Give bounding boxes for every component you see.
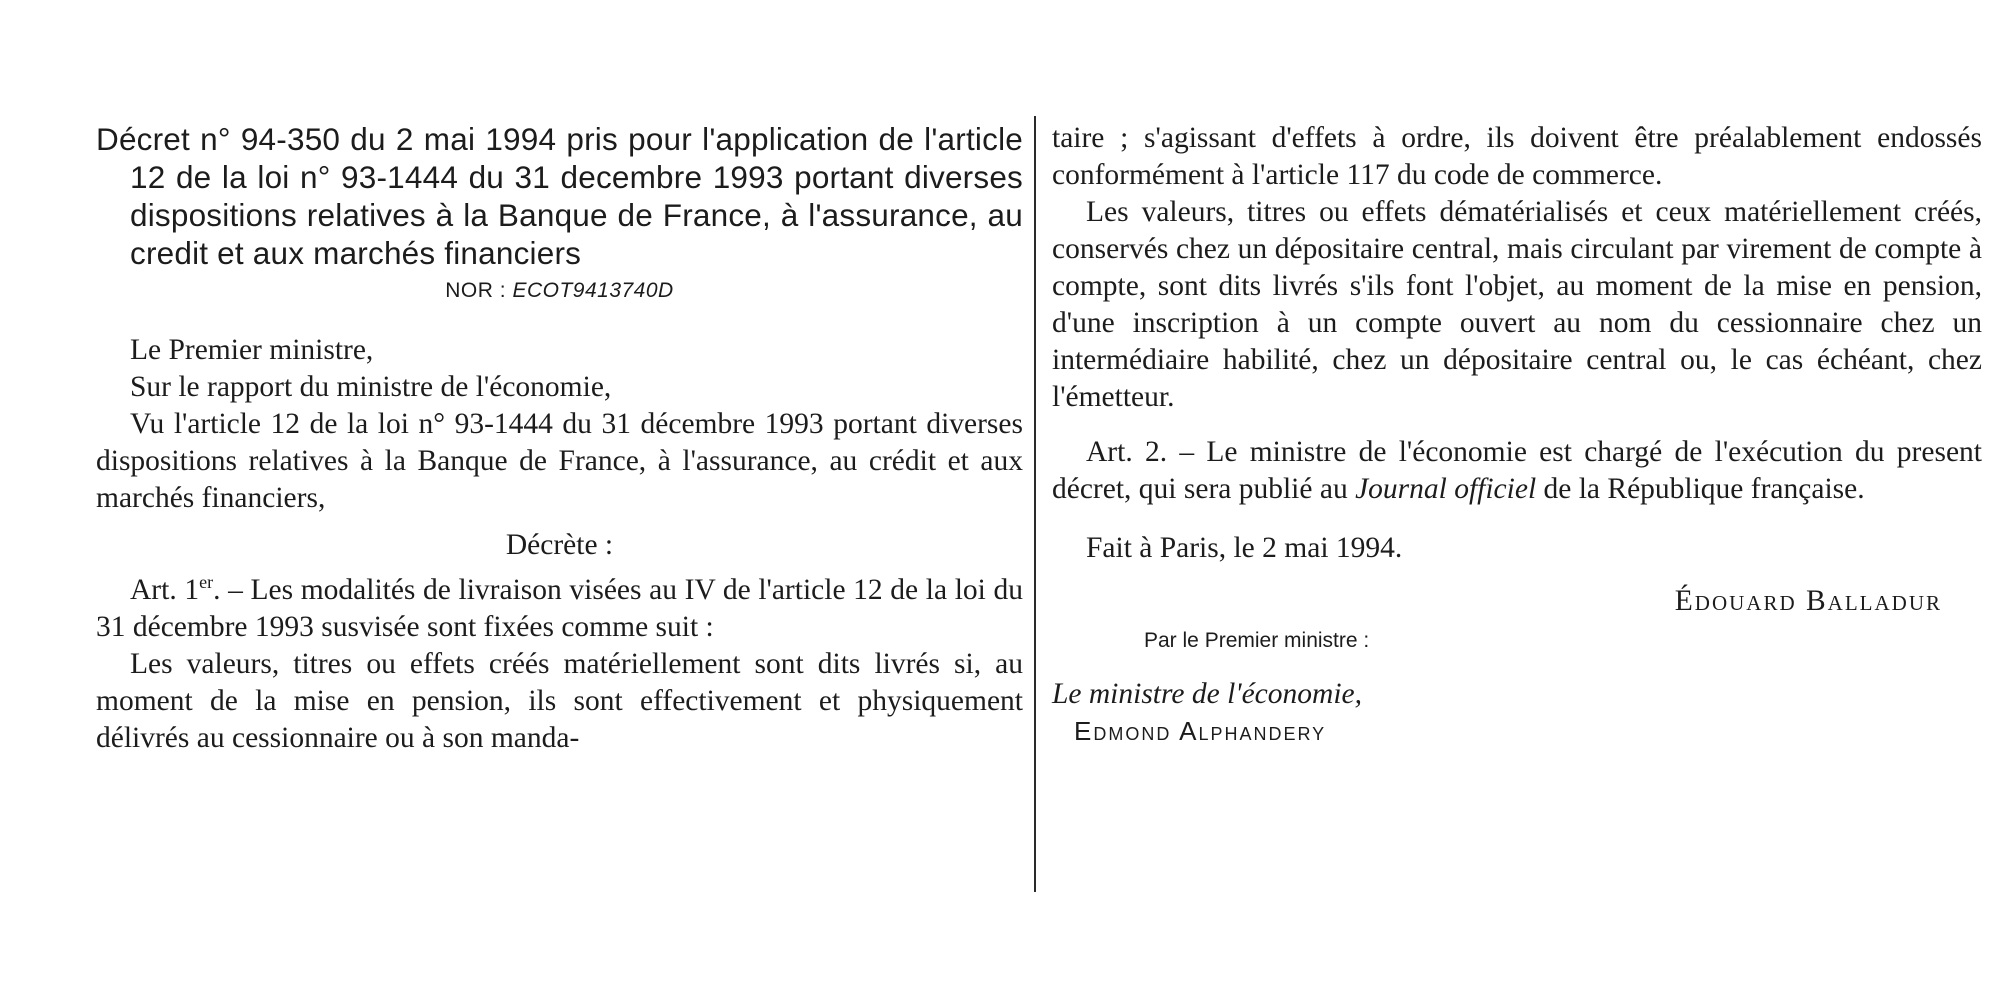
nor-reference [96, 276, 1023, 306]
nor-code: ECOT9413740D [512, 279, 674, 302]
article-2 [1052, 434, 1982, 508]
minister-name: Edmond Alphandery [1074, 716, 1327, 746]
journal-officiel: Journal officiel [1355, 473, 1537, 505]
fait-a-paris: Fait à Paris, le 2 mai 1994. [1086, 532, 1403, 564]
article-1 [96, 572, 1023, 646]
intro-vu-article: Vu l'article 12 de la loi n° 93-1444 du 31 décembre 1993 portant diverses dispositions relatives à la Banque de France, à l'assurance, au crédit et aux marchés financiers, [96, 408, 1023, 514]
article-2-post: de la République française. [1536, 473, 1865, 505]
column-divider [1034, 116, 1036, 892]
article-1-text: . – Les modalités de livraison visées au IV de l'article 12 de la loi du 31 décembre 1993 susvisée sont fixées comme suit : [96, 574, 1023, 643]
article-1-sup: er [199, 572, 214, 593]
nor-label: NOR : [445, 279, 507, 302]
intro-premier-ministre: Le Premier ministre, [130, 334, 374, 366]
intro-rapport: Sur le rapport du ministre de l'économie, [130, 371, 612, 403]
paragraph-1-part-2: taire ; s'agissant d'effets à ordre, ils doivent être préalablement endossés conformément à l'article 117 du code de commerce. [1052, 122, 1982, 191]
minister-title: Le ministre de l'économie, [1052, 678, 1362, 710]
article-1-label: Art. 1 [130, 574, 200, 606]
paragraph-2: Les valeurs, titres ou effets dématérialisés et ceux matériellement créés, conservés chez un dépositaire central, mais circulant par virement de compte à compte, sont dits livrés s'ils font l'objet, au moment de la mise en pension, d'une inscription à un compte ouvert au nom du cessionnaire chez un intermédiaire habilité, chez un dépositaire central ou, le cas échéant, chez l'émetteur. [1052, 196, 1982, 413]
left-column [96, 120, 1023, 757]
decree-title: Décret n° 94-350 du 2 mai 1994 pris pour l'application de l'article 12 de la loi n° 93-1444 du 31 decembre 1993 portant diverses dispositions relatives à la Banque de France, à l'assurance, au credit et aux marchés financiers [96, 121, 1023, 271]
right-column [1052, 120, 1982, 750]
decrete-heading: Décrète : [505, 529, 614, 561]
par-premier-ministre: Par le Premier ministre : [1144, 629, 1370, 652]
article-2-pre: Art. 2. – Le ministre de l'économie est chargé de l'exécution du present décret, qui sera publié au [1052, 436, 1982, 505]
signatory-name: Édouard Balladur [1674, 585, 1942, 617]
paragraph-1-part-1: Les valeurs, titres ou effets créés matériellement sont dits livrés si, au moment de la mise en pension, ils sont effectivement et physiquement délivrés au cessionnaire ou à son manda- [96, 648, 1023, 754]
